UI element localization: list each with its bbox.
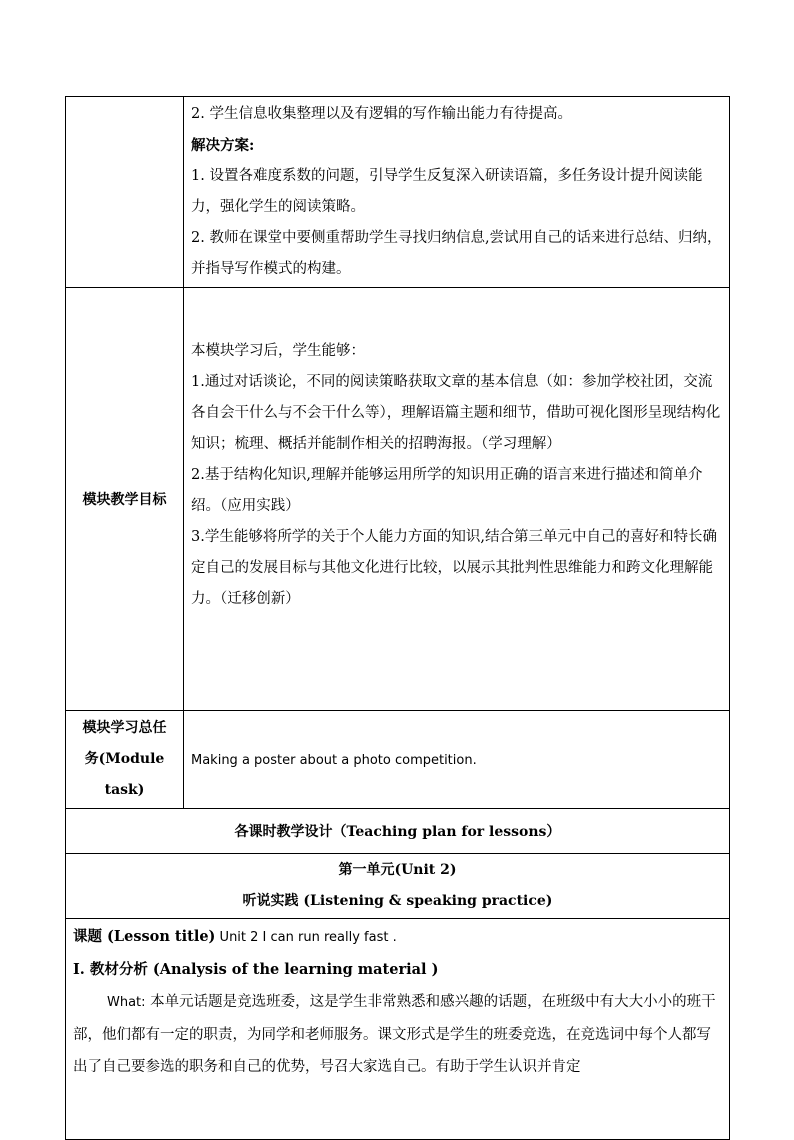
problems-row: [66, 97, 730, 288]
objective-1: 1.通过对话谈论，不同的阅读策略获取文章的基本信息（如：参加学校社团，交流各自会干什么与不会干什么等），理解语篇主题和细节，借助可视化图形呈现结构化知识；梳理、概括并能制作相关的招聘海报。（学习理解）: [191, 374, 721, 452]
task-label-line-3: task): [104, 782, 145, 798]
problems-label: [66, 97, 184, 288]
solution-line-2: 2. 教师在课堂中要侧重帮助学生寻找归纳信息,尝试用自己的话来进行总结、归纳，并指导写作模式的构建。: [191, 230, 722, 277]
lesson-plan-header-row: [66, 809, 730, 854]
task-row: [66, 711, 730, 809]
task-label: [66, 711, 184, 809]
section-heading: I. 教材分析 (Analysis of the learning material ): [73, 961, 439, 978]
solution-heading: 解决方案:: [191, 137, 255, 154]
unit-subtitle: 听说实践 (Listening & speaking practice): [242, 893, 553, 909]
document-page: [65, 96, 730, 1140]
objectives-intro: 本模块学习后，学生能够：: [191, 343, 365, 359]
objective-2: 2.基于结构化知识,理解并能够运用所学的知识用正确的语言来进行描述和简单介绍。（应用实践）: [191, 467, 703, 514]
task-content: Making a poster about a photo competition.: [184, 711, 730, 809]
lesson-title: [73, 921, 725, 954]
task-label-line-1: 模块学习总任: [82, 720, 167, 736]
unit-title: 第一单元(Unit 2): [338, 862, 457, 878]
lesson-title-label: 课题 (Lesson title): [73, 928, 216, 945]
lesson-title-value: Unit 2 I can run really fast .: [215, 930, 397, 945]
unit-cell: [66, 854, 730, 919]
lesson-cell: [66, 919, 730, 1140]
lesson-row: [66, 919, 730, 1140]
problem-line: 2. 学生信息收集整理以及有逻辑的写作输出能力有待提高。: [191, 106, 572, 122]
objectives-label: 模块教学目标: [66, 288, 184, 711]
problems-content: [184, 97, 730, 288]
objectives-row: [66, 288, 730, 711]
solution-line-1: 1. 设置各难度系数的问题，引导学生反复深入研读语篇，多任务设计提升阅读能力，强化学生的阅读策略。: [191, 168, 703, 215]
what-paragraph: [73, 986, 725, 1083]
objectives-content: [184, 288, 730, 711]
what-text: 本单元话题是竞选班委，这是学生非常熟悉和感兴趣的话题，在班级中有大大小小的班干部，他们都有一定的职责，为同学和老师服务。课文形式是学生的班委竞选，在竞选词中每个人都写出了自己要参选的职务和自己的优势，号召大家选自己。有助于学生认识并肯定: [73, 994, 716, 1075]
what-label: What:: [107, 995, 146, 1010]
lesson-plan-header: 各课时教学设计（Teaching plan for lessons）: [66, 809, 730, 854]
task-label-line-2: 务(Module: [84, 751, 165, 767]
lesson-plan-table: [65, 96, 730, 1140]
objective-3: 3.学生能够将所学的关于个人能力方面的知识,结合第三单元中自己的喜好和特长确定自己的发展目标与其他文化进行比较，以展示其批判性思维能力和跨文化理解能力。（迁移创新）: [191, 529, 717, 607]
unit-row: [66, 854, 730, 919]
